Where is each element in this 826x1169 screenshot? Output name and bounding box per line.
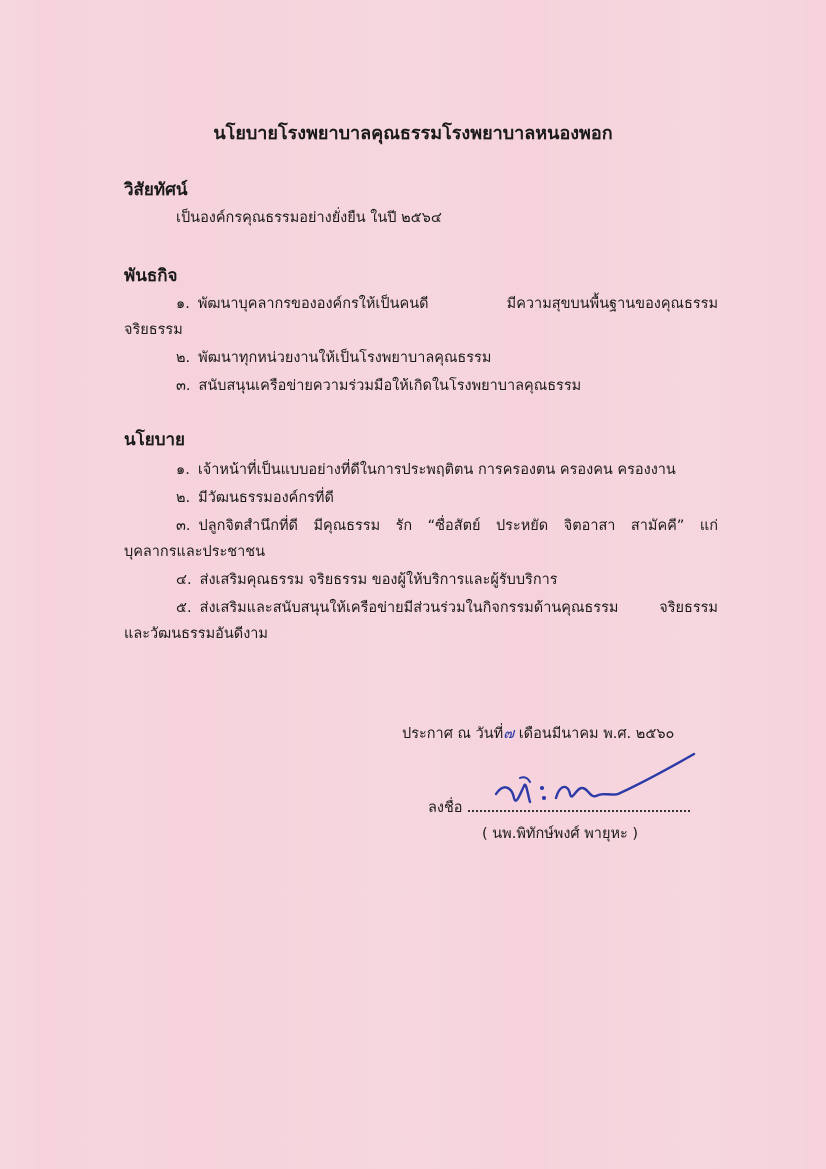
mission-item-2 bbox=[176, 346, 491, 369]
mission-item-3 bbox=[176, 374, 581, 397]
announcement-date bbox=[402, 722, 674, 745]
policy-item-1-number: ๑. bbox=[176, 462, 190, 478]
policy-item-4-text: ส่งเสริมคุณธรรม จริยธรรม ของผู้ให้บริการและผู้รับบริการ bbox=[199, 572, 558, 588]
signature-label: ลงชื่อ bbox=[428, 800, 463, 816]
mission-heading: พันธกิจ bbox=[124, 266, 178, 286]
announcement-prefix: ประกาศ ณ วันที่ bbox=[402, 726, 504, 742]
announcement-day: ๗ bbox=[503, 726, 515, 742]
vision-text: เป็นองค์กรคุณธรรมอย่างยั่งยืน ในปี ๒๕๖๔ bbox=[176, 210, 442, 226]
policy-item-2-number: ๒. bbox=[176, 490, 191, 506]
mission-item-3-text: สนับสนุนเครือข่ายความร่วมมือให้เกิดในโรงพยาบาลคุณธรรม bbox=[198, 378, 582, 394]
policy-item-5-text: ส่งเสริมและสนับสนุนให้เครือข่ายมีส่วนร่วมในกิจกรรมด้านคุณธรรม จริยธรรม bbox=[199, 600, 718, 616]
mission-item-3-number: ๓. bbox=[176, 378, 191, 394]
mission-item-2-number: ๒. bbox=[176, 350, 191, 366]
policy-item-2-text: มีวัฒนธรรมองค์กรที่ดี bbox=[198, 490, 334, 506]
policy-item-3-text: ปลูกจิตสำนึกที่ดี มีคุณธรรม รัก “ซื่อสัตย์ ประหยัด จิตอาสา สามัคคี” แก่ bbox=[198, 518, 718, 534]
policy-item-5-number: ๕. bbox=[176, 600, 192, 616]
mission-item-1-continuation: จริยธรรม bbox=[124, 322, 183, 338]
policy-item-4-number: ๔. bbox=[176, 572, 192, 588]
document-title: นโยบายโรงพยาบาลคุณธรรมโรงพยาบาลหนองพอก bbox=[213, 123, 613, 144]
policy-item-3-continuation: บุคลากรและประชาชน bbox=[124, 544, 266, 560]
announcement-suffix: เดือนมีนาคม พ.ศ. ๒๕๖๐ bbox=[514, 726, 675, 742]
policy-item-5 bbox=[176, 596, 718, 619]
vision-heading: วิสัยทัศน์ bbox=[124, 180, 188, 200]
mission-item-1-text: พัฒนาบุคลากรขององค์กรให้เป็นคนดี มีความสุขบนพื้นฐานของคุณธรรม bbox=[197, 296, 718, 312]
policy-item-5-continuation: และวัฒนธรรมอันดีงาม bbox=[124, 626, 268, 642]
policy-item-3 bbox=[176, 514, 718, 537]
policy-item-3-number: ๓. bbox=[176, 518, 191, 534]
mission-item-1 bbox=[176, 292, 718, 315]
mission-item-2-text: พัฒนาทุกหน่วยงานให้เป็นโรงพยาบาลคุณธรรม bbox=[198, 350, 492, 366]
policy-item-1 bbox=[176, 458, 676, 481]
policy-item-2 bbox=[176, 486, 334, 509]
mission-item-1-number: ๑. bbox=[176, 296, 190, 312]
policy-item-1-text: เจ้าหน้าที่เป็นแบบอย่างที่ดีในการประพฤติตน การครองตน ครองคน ครองงาน bbox=[197, 462, 676, 478]
policy-item-4 bbox=[176, 568, 558, 591]
signature-line bbox=[468, 810, 690, 812]
policy-heading: นโยบาย bbox=[124, 430, 186, 450]
signer-name: ( นพ.พิทักษ์พงศ์ พายุหะ ) bbox=[482, 826, 639, 842]
handwritten-signature bbox=[490, 748, 700, 816]
